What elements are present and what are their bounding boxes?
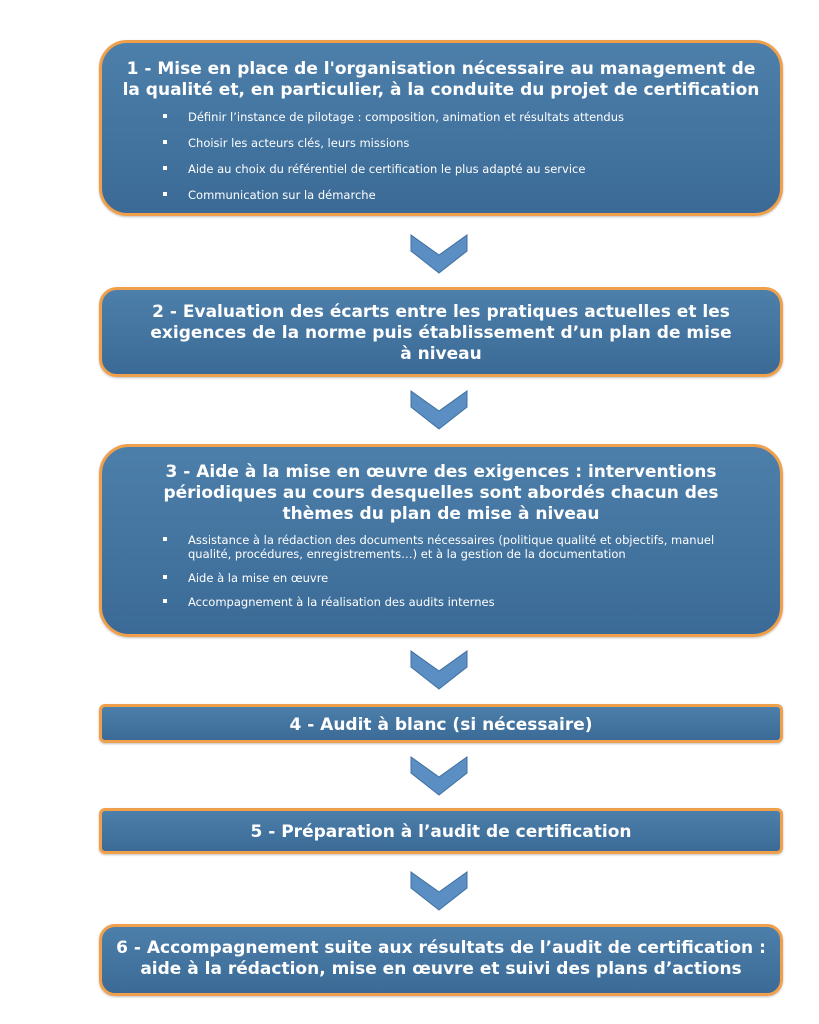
chevron-down-icon bbox=[410, 650, 468, 690]
bullet-icon bbox=[163, 575, 167, 579]
bullet-text: Choisir les acteurs clés, leurs missions bbox=[188, 136, 410, 150]
list-item bbox=[118, 188, 764, 202]
step-4-title: 4 - Audit à blanc (si nécessaire) bbox=[289, 715, 593, 735]
list-item bbox=[118, 533, 764, 561]
list-item bbox=[118, 110, 764, 124]
bullet-icon bbox=[163, 192, 167, 196]
step-1-bullet-list bbox=[118, 110, 764, 202]
bullet-text: Aide à la mise en œuvre bbox=[188, 571, 329, 585]
step-6-box bbox=[99, 924, 783, 996]
step-2-title: 2 - Evaluation des écarts entre les pratiques actuelles et les exigences de la norme puis établissement d’un plan de mise à niveau bbox=[150, 302, 732, 364]
bullet-icon bbox=[163, 537, 167, 541]
step-3-bullet-list bbox=[118, 533, 764, 609]
step-1-box bbox=[99, 40, 783, 216]
chevron-down-icon bbox=[410, 234, 468, 274]
list-item bbox=[118, 136, 764, 150]
step-3-box bbox=[99, 444, 783, 637]
bullet-text: Communication sur la démarche bbox=[188, 188, 376, 202]
list-item bbox=[118, 595, 764, 609]
list-item bbox=[118, 162, 764, 176]
step-4-box bbox=[99, 704, 783, 743]
step-5-title: 5 - Préparation à l’audit de certification bbox=[250, 822, 632, 842]
chevron-down-icon bbox=[410, 756, 468, 796]
bullet-icon bbox=[163, 166, 167, 170]
bullet-text: Définir l’instance de pilotage : composition, animation et résultats attendus bbox=[188, 110, 625, 124]
bullet-icon bbox=[163, 599, 167, 603]
step-6-title: 6 - Accompagnement suite aux résultats de l’audit de certification : aide à la rédaction, mise en œuvre et suivi des plans d’actions bbox=[116, 938, 766, 979]
step-5-box bbox=[99, 808, 783, 854]
chevron-down-icon bbox=[410, 871, 468, 911]
bullet-text: Aide au choix du référentiel de certification le plus adapté au service bbox=[188, 162, 586, 176]
list-item bbox=[118, 571, 764, 585]
bullet-text: Accompagnement à la réalisation des audits internes bbox=[188, 595, 495, 609]
bullet-icon bbox=[163, 114, 167, 118]
step-3-title: 3 - Aide à la mise en œuvre des exigences : interventions périodiques au cours desquelles sont abordés chacun des thèmes du plan de mise à niveau bbox=[163, 462, 719, 524]
step-2-box bbox=[99, 287, 783, 377]
step-1-title: 1 - Mise en place de l'organisation nécessaire au management de la qualité et, en particulier, à la conduite du projet de certification bbox=[122, 59, 760, 100]
chevron-down-icon bbox=[410, 390, 468, 430]
bullet-text: Assistance à la rédaction des documents nécessaires (politique qualité et objectifs, manuel qualité, procédures, enregistrements…) et à la gestion de la documentation bbox=[188, 533, 715, 561]
bullet-icon bbox=[163, 140, 167, 144]
